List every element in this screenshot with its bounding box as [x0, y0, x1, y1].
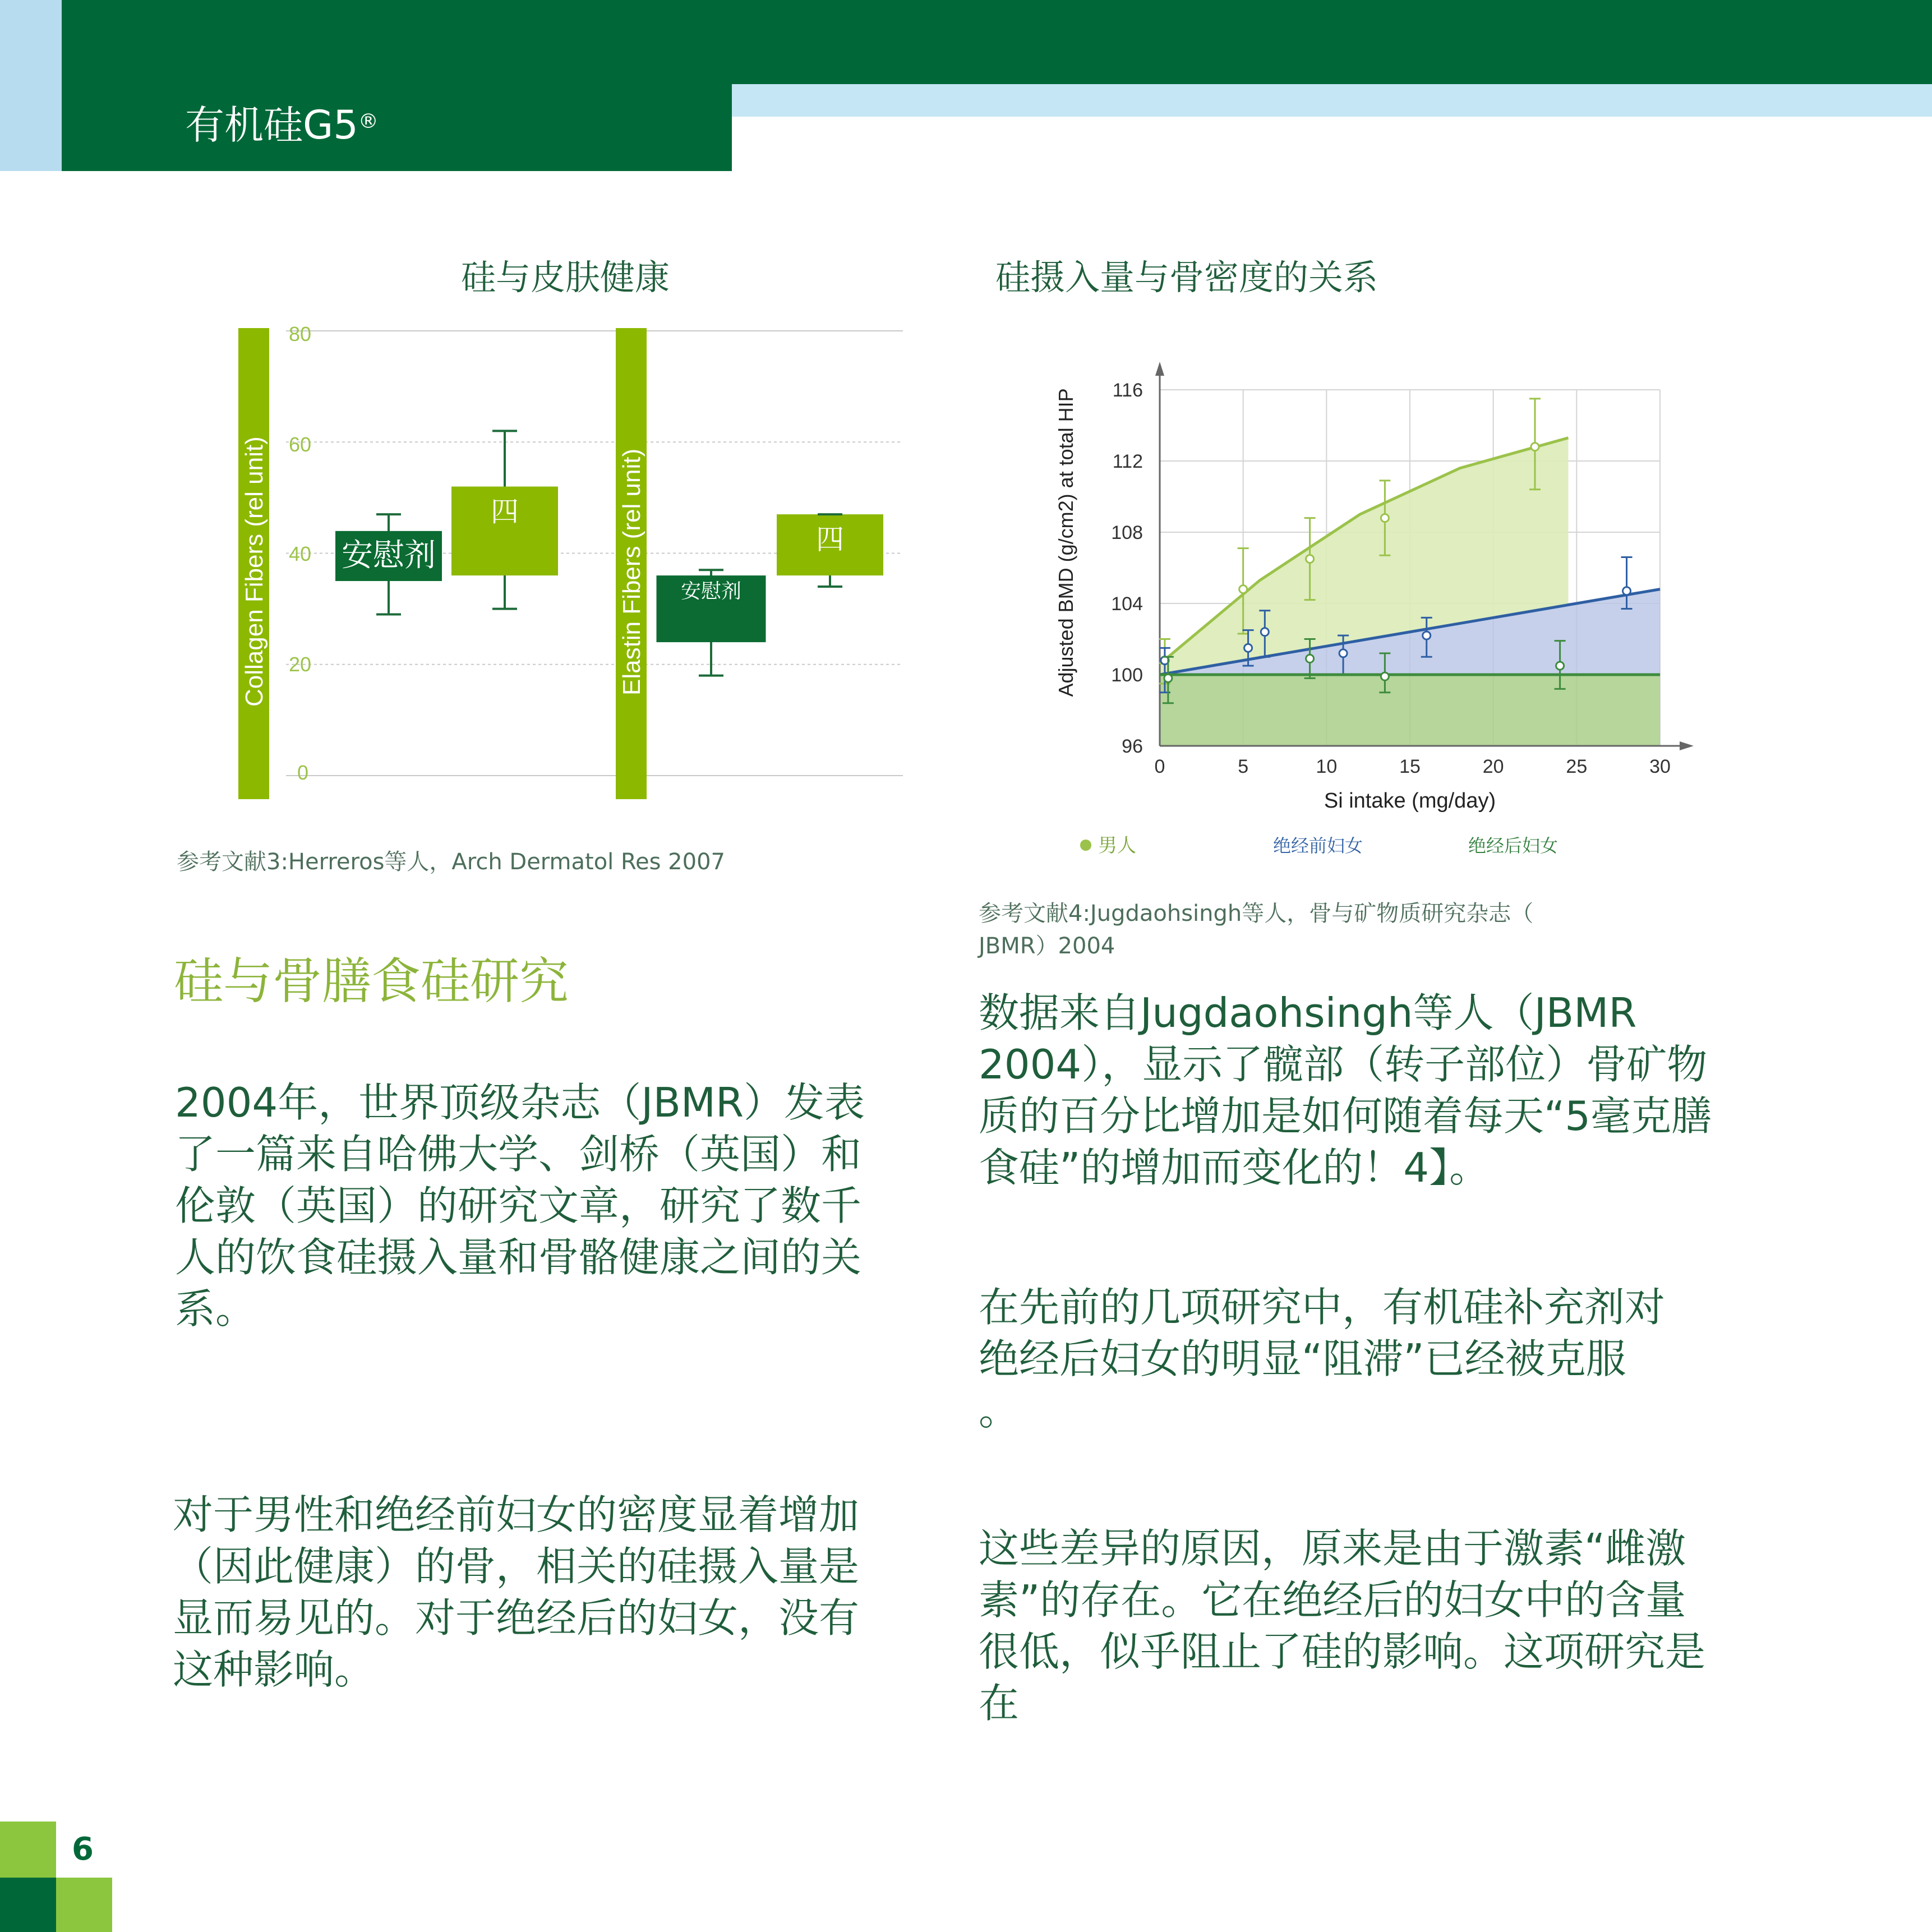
bmd-caption-line-1: 参考文献4:Jugdaohsingh等人，骨与矿物质研究杂志（	[979, 901, 1534, 926]
data-point	[1306, 654, 1314, 662]
y-tick-label: 116	[1112, 380, 1143, 401]
data-point	[1239, 585, 1247, 593]
postmenopausal-area	[1160, 675, 1660, 746]
y-tick-label: 104	[1111, 593, 1143, 615]
bmd-chart-caption	[979, 897, 1624, 962]
y-tick-80: 80	[289, 322, 312, 345]
skin-health-chart	[213, 314, 931, 819]
legend-premenopausal: 绝经前妇女	[1273, 836, 1363, 856]
bmd-y-label: Adjusted BMD (g/cm2) at total HIP	[1054, 388, 1077, 697]
x-tick-label: 5	[1238, 756, 1249, 777]
treatment-label: 四	[816, 524, 844, 556]
data-point	[1623, 587, 1631, 595]
bmd-caption-line-2: JBMR）2004	[979, 933, 1115, 959]
data-point	[1381, 672, 1389, 680]
header-blue-strip	[732, 84, 1932, 117]
collagen-treatment-box	[451, 431, 558, 608]
collagen-y-label: Collagen Fibers (rel unit)	[241, 436, 268, 707]
skin-chart-title: 硅与皮肤健康	[461, 257, 670, 298]
data-point	[1164, 674, 1172, 682]
header-blue-block	[0, 0, 62, 171]
bmd-chart	[1032, 359, 1705, 875]
data-point	[1261, 628, 1269, 636]
y-tick-label: 96	[1122, 736, 1143, 757]
elastin-treatment-box	[777, 514, 883, 587]
y-tick-0: 0	[297, 761, 309, 784]
legend-men-marker	[1080, 840, 1091, 851]
x-tick-label: 25	[1566, 756, 1588, 777]
collagen-placebo-box	[335, 514, 442, 614]
bmd-chart-title: 硅摄入量与骨密度的关系	[995, 257, 1378, 298]
placebo-label: 安慰剂	[680, 579, 742, 603]
y-tick-label: 100	[1111, 665, 1143, 686]
skin-chart-caption: 参考文献3:Herreros等人，Arch Dermatol Res 2007	[177, 849, 725, 875]
y-tick-40: 40	[289, 542, 312, 565]
footer-lime-block	[0, 1822, 56, 1878]
footer-green-block	[0, 1878, 56, 1932]
bmd-x-label: Si intake (mg/day)	[1324, 789, 1496, 813]
data-point	[1339, 649, 1347, 657]
data-point	[1556, 662, 1564, 670]
brand-title: 有机硅G5®	[185, 102, 379, 148]
left-paragraph-2: 对于男性和绝经前妇女的密度显着增加 （因此健康）的骨，相关的硅摄入量是 显而易见的。对于绝经后的妇女，没有 这种影响。	[173, 1491, 860, 1693]
data-point	[1244, 644, 1252, 652]
y-tick-20: 20	[289, 653, 312, 676]
y-tick-label: 108	[1111, 522, 1143, 543]
y-tick-label: 112	[1112, 451, 1143, 472]
data-point	[1381, 514, 1389, 522]
right-paragraph-3: 这些差异的原因，原来是由于激素“雌激 素”的存在。它在绝经后的妇女中的含量 很低，似乎阻止了硅的影响。这项研究是 在	[979, 1525, 1706, 1727]
data-point	[1423, 631, 1431, 639]
treatment-label: 四	[491, 496, 519, 528]
x-tick-label: 30	[1649, 756, 1671, 777]
x-tick-label: 20	[1482, 756, 1504, 777]
legend-men: 男人	[1098, 835, 1136, 856]
data-point	[1531, 443, 1539, 451]
header-green-bar	[62, 0, 1932, 84]
x-tick-label: 15	[1399, 756, 1421, 777]
y-tick-60: 60	[289, 433, 312, 456]
page-number: 6	[72, 1831, 94, 1868]
section-heading: 硅与骨膳食硅研究	[174, 952, 569, 1010]
elastin-y-label: Elastin Fibers (rel unit)	[618, 448, 645, 695]
data-point	[1306, 555, 1314, 563]
placebo-label: 安慰剂	[342, 537, 436, 573]
x-tick-label: 10	[1316, 756, 1338, 777]
footer-lime-block-2	[56, 1878, 112, 1932]
legend-postmenopausal: 绝经后妇女	[1468, 836, 1558, 856]
left-paragraph-1: 2004年，世界顶级杂志（JBMR）发表 了一篇来自哈佛大学、剑桥（英国）和 伦敦（英国）的研究文章，研究了数千 人的饮食硅摄入量和骨骼健康之间的关 系。	[175, 1079, 865, 1332]
y-axis-arrow	[1155, 362, 1164, 376]
elastin-placebo-box	[657, 570, 766, 675]
header-title-tab	[62, 84, 732, 171]
right-paragraph-1: 数据来自Jugdaohsingh等人（JBMR 2004），显示了髋部（转子部位）骨矿物 质的百分比增加是如何随着每天“5毫克膳 食硅”的增加而变化的！4】。	[979, 989, 1712, 1191]
x-axis-arrow	[1680, 741, 1694, 750]
x-tick-label: 0	[1154, 756, 1165, 777]
right-paragraph-2: 在先前的几项研究中，有机硅补充剂对 绝经后妇女的明显“阻滞”已经被克服 。	[979, 1284, 1666, 1434]
